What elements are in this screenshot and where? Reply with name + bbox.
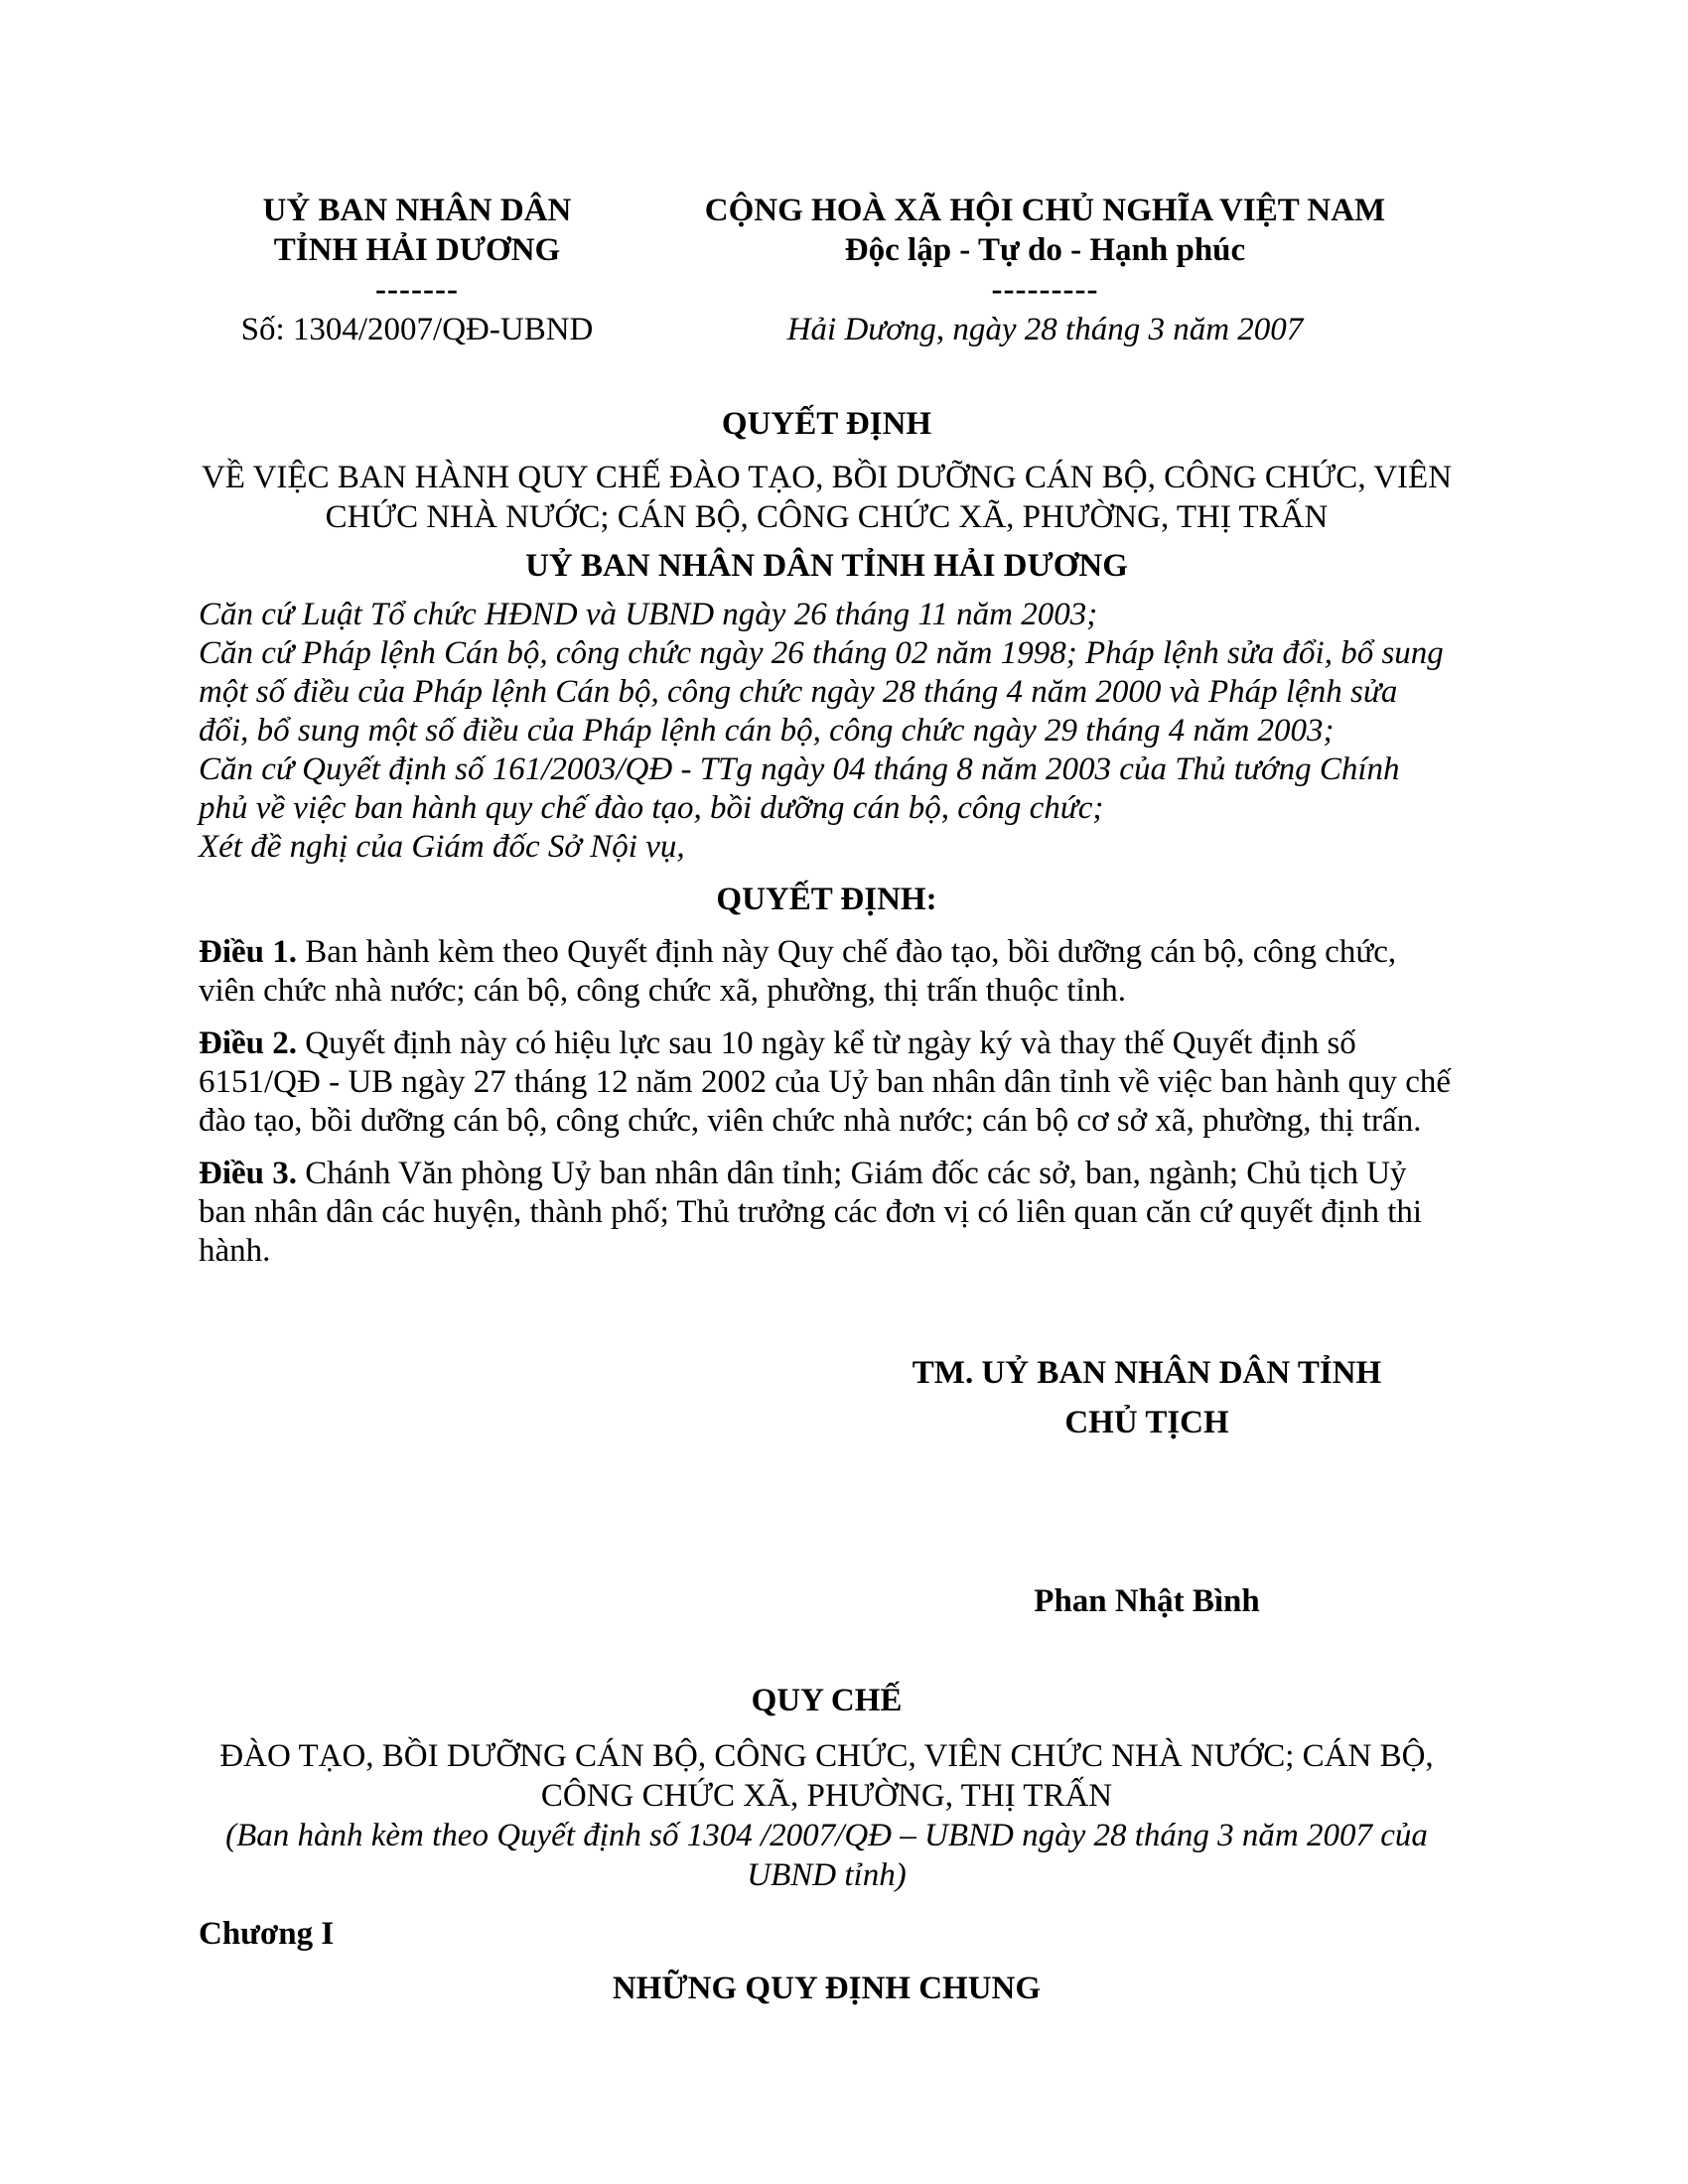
- signature-block: [839, 1348, 1455, 1626]
- national-name: CỘNG HOÀ XÃ HỘI CHỦ NGHĨA VIỆT NAM: [704, 193, 1386, 228]
- preamble: [199, 596, 1455, 867]
- decision-issuer: UỶ BAN NHÂN DÂN TỈNH HẢI DƯƠNG: [525, 548, 1128, 584]
- article-1: [199, 933, 1455, 1011]
- article-2-label: Điều 2.: [199, 1025, 297, 1061]
- signatory-name: Phan Nhật Bình: [1034, 1583, 1260, 1619]
- document-number: Số: 1304/2007/QĐ-UBND: [240, 312, 594, 347]
- article-2-text: Quyết định này có hiệu lực sau 10 ngày kể từ ngày ký và thay thế Quyết định số 6151/QĐ - UB ngày 27 tháng 12 năm 2002 của Uỷ ban nhân dân tỉnh về việc ban hành quy chế đào tạo, bồi dưỡng cán bộ, công chức, viên chức nhà nước; cán bộ cơ sở xã, phường, thị trấn.: [199, 1025, 1452, 1139]
- issuing-authority-line1: UỶ BAN NHÂN DÂN: [262, 193, 572, 228]
- preamble-paragraph-1: Căn cứ Luật Tổ chức HĐND và UBND ngày 26 tháng 11 năm 2003;: [199, 597, 1098, 632]
- article-2: [199, 1024, 1455, 1141]
- preamble-paragraph-4: Xét đề nghị của Giám đốc Sở Nội vụ,: [199, 829, 685, 865]
- left-divider-dashes: -------: [375, 272, 459, 308]
- article-3-text: Chánh Văn phòng Uỷ ban nhân dân tỉnh; Giám đốc các sở, ban, ngành; Chủ tịch Uỷ ban nhân dân các huyện, thành phố; Thủ trưởng các đơn vị có liên quan căn cứ quyết định thi hành.: [199, 1156, 1423, 1269]
- signature-authority: TM. UỶ BAN NHÂN DÂN TỈNH: [912, 1355, 1382, 1391]
- decision-subject: VỀ VIỆC BAN HÀNH QUY CHẾ ĐÀO TẠO, BỒI DƯỠNG CÁN BỘ, CÔNG CHỨC, VIÊN CHỨC NHÀ NƯỚC; CÁN BỘ, CÔNG CHỨC XÃ, PHƯỜNG, THỊ TRẤN: [201, 460, 1453, 535]
- decision-title: QUYẾT ĐỊNH: [721, 406, 932, 442]
- place-and-date: Hải Dương, ngày 28 tháng 3 năm 2007: [786, 312, 1304, 347]
- issuing-authority-line2: TỈNH HẢI DƯƠNG: [273, 232, 561, 268]
- regulation-issue-note: (Ban hành kèm theo Quyết định số 1304 /2007/QĐ – UBND ngày 28 tháng 3 năm 2007 của UBND tỉnh): [225, 1818, 1428, 1893]
- national-motto: Độc lập - Tự do - Hạnh phúc: [844, 232, 1246, 268]
- regulation-subject: ĐÀO TẠO, BỒI DƯỠNG CÁN BỘ, CÔNG CHỨC, VIÊN CHỨC NHÀ NƯỚC; CÁN BỘ, CÔNG CHỨC XÃ, PHƯỜNG, THỊ TRẤN: [219, 1738, 1434, 1814]
- issuing-authority-block: [199, 191, 635, 349]
- article-1-text: Ban hành kèm theo Quyết định này Quy chế đào tạo, bồi dưỡng cán bộ, công chức, viên chức nhà nước; cán bộ, công chức xã, phường, thị trấn thuộc tỉnh.: [199, 934, 1397, 1009]
- regulation-title: QUY CHẾ: [751, 1683, 903, 1718]
- document-header: [199, 191, 1455, 349]
- preamble-paragraph-3: Căn cứ Quyết định số 161/2003/QĐ - TTg ngày 04 tháng 8 năm 2003 của Thủ tướng Chính phủ về việc ban hành quy chế đào tạo, bồi dưỡng cán bộ, công chức;: [199, 751, 1400, 826]
- order-heading: QUYẾT ĐỊNH:: [716, 882, 937, 917]
- right-divider-dashes: ---------: [991, 272, 1099, 308]
- article-3-label: Điều 3.: [199, 1156, 297, 1191]
- article-1-label: Điều 1.: [199, 934, 297, 970]
- chapter-label: Chương I: [199, 1916, 335, 1952]
- chapter-title: NHỮNG QUY ĐỊNH CHUNG: [612, 1971, 1042, 2006]
- national-motto-block: [635, 191, 1455, 349]
- article-3: [199, 1155, 1455, 1271]
- preamble-paragraph-2: Căn cứ Pháp lệnh Cán bộ, công chức ngày 26 tháng 02 năm 1998; Pháp lệnh sửa đổi, bổ sung một số điều của Pháp lệnh Cán bộ, công chức ngày 28 tháng 4 năm 2000 và Pháp lệnh sửa đổi, bổ sung một số điều của Pháp lệnh cán bộ, công chức ngày 29 tháng 4 năm 2003;: [199, 635, 1444, 749]
- signature-title: CHỦ TỊCH: [1064, 1405, 1229, 1440]
